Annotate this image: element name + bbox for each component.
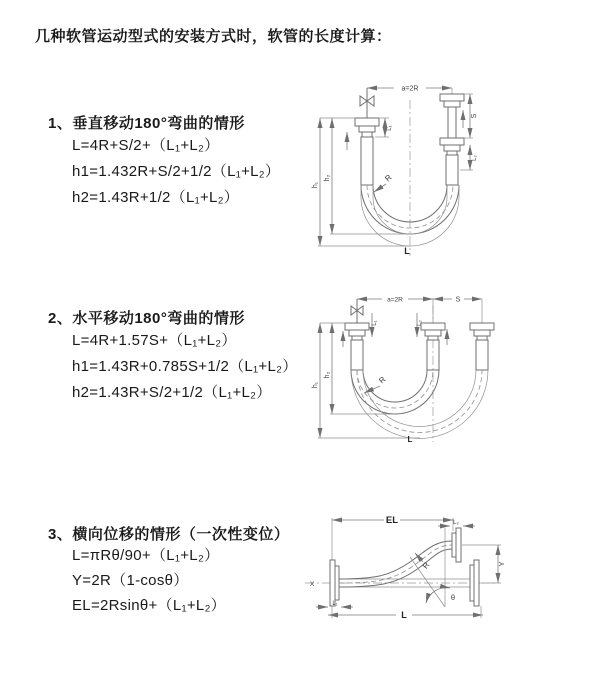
dim-h1-label: h₁ [312,381,319,389]
dim-y [462,545,506,583]
left-flange [330,560,339,606]
section3-heading: 3、横向位移的情形（一次性变位） [48,526,290,543]
hose-s-curve [339,528,461,587]
dim-bottom-label: L [404,246,410,256]
dim-l2-label: L₂ [472,155,478,161]
formula-line: h1=1.432R+S/2+1/2（L₁+L₂） [72,163,281,180]
dim-l [328,606,483,620]
dim-l1-label: L₁ [332,601,338,607]
right-fitting [440,94,464,185]
dim-l1 [372,313,378,337]
hose-bends [351,370,488,439]
hose-braid [361,137,373,185]
dim-l1-label: L₁ [387,125,393,131]
dim-a2r-label: a=2R [387,296,403,304]
radius-label: R [383,172,394,184]
diagram-vertical-180 [310,70,550,260]
section2-formulas [72,328,298,406]
section2-heading: 2、水平移动180°弯曲的情形 [48,310,245,327]
dim-s-label: S [471,113,478,119]
formula-line: L=πRθ/90+（L₁+L₂） [72,547,220,564]
dim-el-label: EL [385,515,399,526]
dim-s [433,297,482,324]
dim-bottom-label: L [401,610,407,620]
axis-mark-label: X [309,581,315,588]
dim-l1 [316,601,353,607]
dim-h1 [312,323,420,438]
dim-a2r [367,86,452,95]
formula-line: Y=2R（1-cosθ） [72,572,189,589]
formula-line: h1=1.43R+0.785S+1/2（L₁+L₂） [72,358,298,375]
formula-line: L=4R+1.57S+（L₁+L₂） [72,332,237,349]
section1-formulas [72,133,280,211]
right-fitting-displaced [470,323,494,370]
formula-line: h2=1.43R+1/2（L₁+L₂） [72,189,240,206]
hose-braid [351,340,363,370]
dim-bottom-label: L [407,435,413,444]
dim-l2 [460,145,478,170]
section1-heading: 1、垂直移动180°弯曲的情形 [48,115,245,132]
formula-line: EL=2Rsinθ+（L₁+L₂） [72,597,226,614]
dim-l2-label: L₂ [453,520,459,526]
diagram-horizontal-180 [310,285,560,445]
dim-l2 [417,313,423,337]
diagram-lateral-displacement [300,505,580,645]
dim-h2-label: h₂ [324,174,331,182]
dim-h1-label: h₁ [312,181,319,189]
valve-icon [360,88,374,118]
dim-s-label: S [455,296,461,304]
hose-braid [446,155,458,185]
formula-line: h2=1.43R+S/2+1/2（L₁+L₂） [72,384,272,401]
dim-a2r [357,297,433,304]
radius-label: R [377,374,388,386]
radius-label: R [420,560,432,571]
dim-l2 [438,520,475,526]
dim-l1-label: L₁ [372,320,378,326]
dim-h2-label: h₂ [324,371,331,379]
left-fitting [345,323,369,370]
angle-label: θ [450,593,456,602]
dim-s [464,94,478,138]
left-fitting [355,118,379,185]
radius-leader [364,375,388,393]
section3-formulas [72,543,226,618]
formula-line: L=4R+S/2+（L₁+L₂） [72,137,220,154]
radius-leader [374,173,394,192]
dim-l2-label: L₂ [417,320,423,326]
valve-icon [351,299,363,323]
dim-y-label: Y [497,561,506,567]
dim-a2r-label: a=2R [401,85,419,93]
page-title: 几种软管运动型式的安装方式时，软管的长度计算： [35,28,392,45]
dim-el [332,515,453,560]
